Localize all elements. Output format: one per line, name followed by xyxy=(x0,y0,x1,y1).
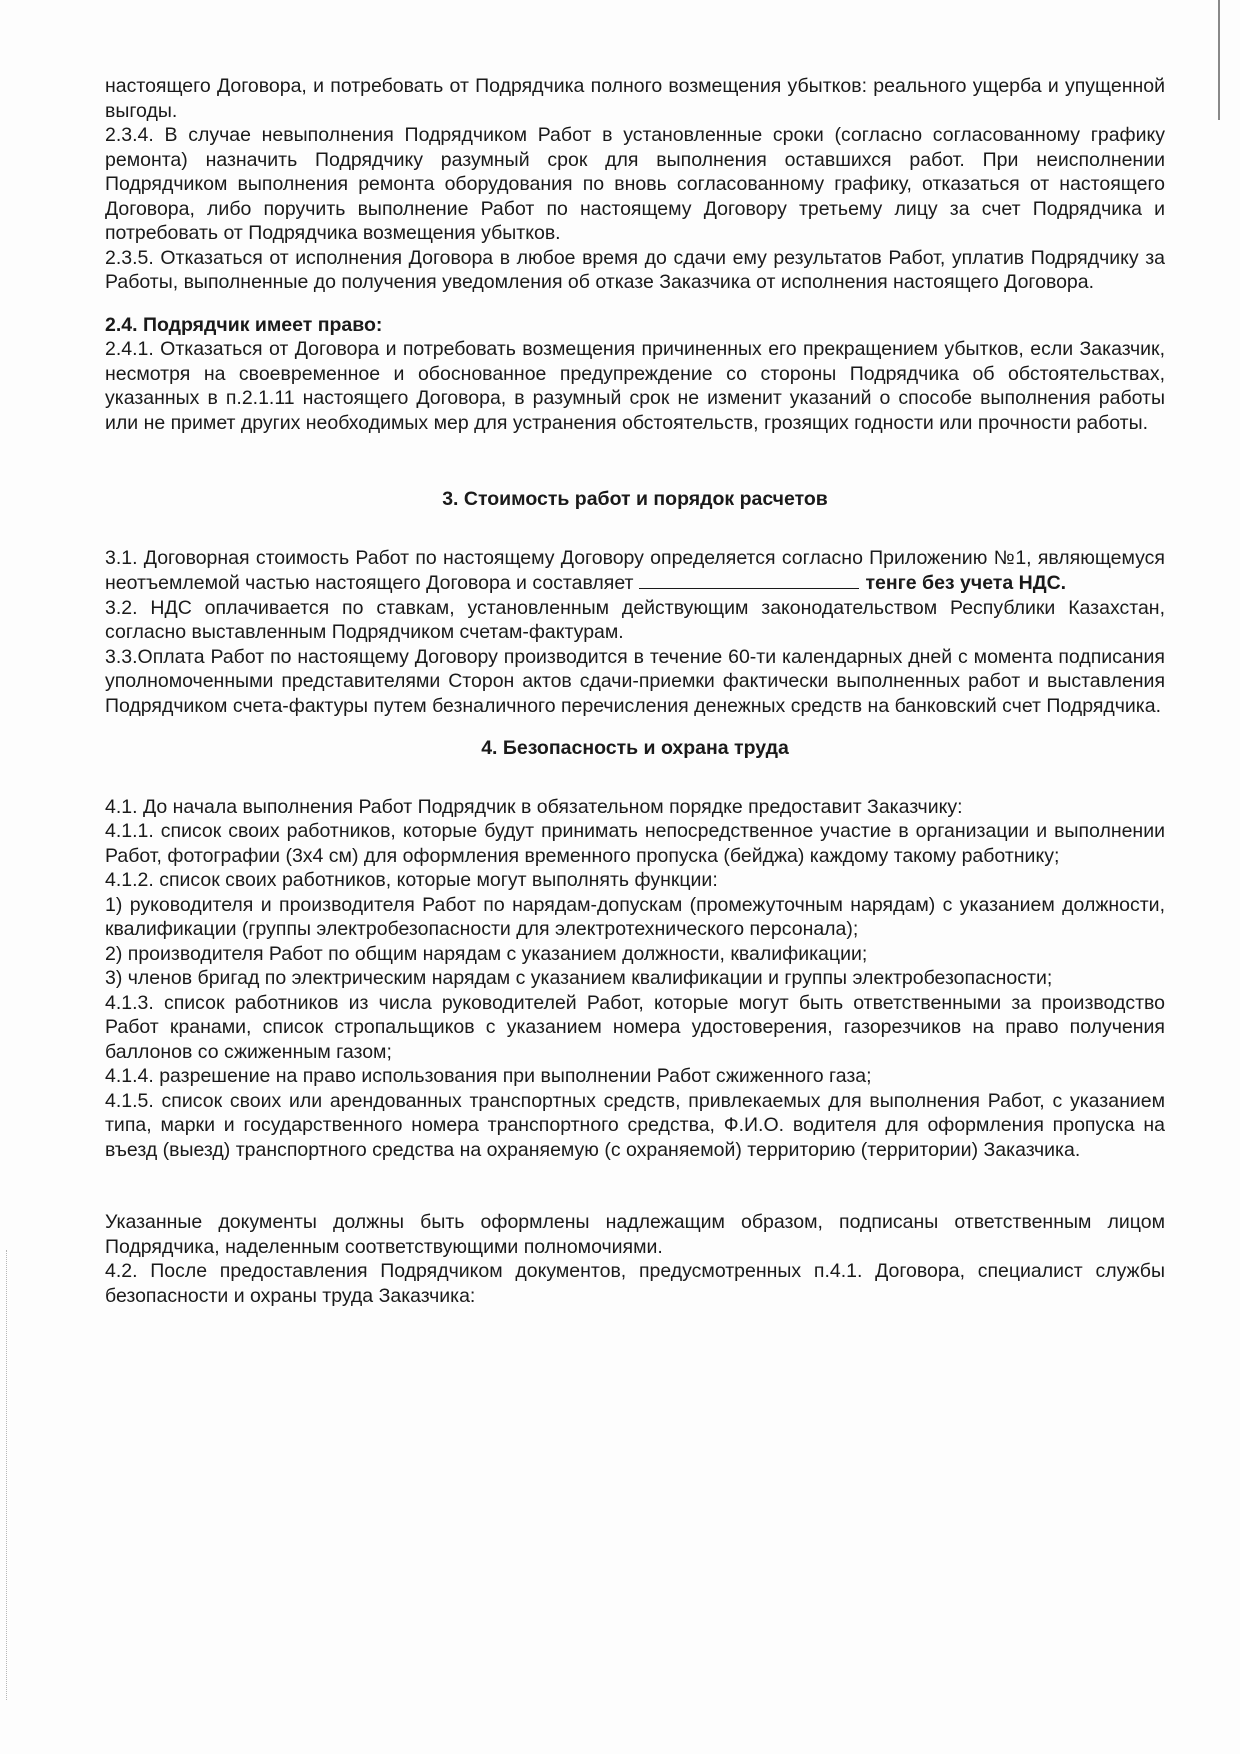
amount-blank-line xyxy=(639,570,859,589)
paragraph-3-1-text: 3.1. Договорная стоимость Работ по настоящему Договору определяется согласно Приложению №1, являющемуся неотъемлемой частью настоящего Договора и составляет xyxy=(105,546,1165,594)
section-2-4-heading: 2.4. Подрядчик имеет право: xyxy=(105,313,383,336)
paragraph-4-1-5: 4.1.5. список своих или арендованных транспортных средств, привлекаемых для выполнения Работ, с указанием типа, марки и государственного номера транспортного средства, Ф.И.О. водителя для оформления пропуска на въезд (выезд) транспортного средства на охраняемую (с охраняемой) территорию (территории) Заказчика. xyxy=(105,1089,1165,1161)
paragraph-4-1-2: 4.1.2. список своих работников, которые могут выполнять функции: xyxy=(105,869,718,891)
list-item-3: 3) членов бригад по электрическим нарядам с указанием квалификации и группы электробезопасности; xyxy=(105,967,1053,989)
paragraph-4-1-1: 4.1.1. список своих работников, которые будут принимать непосредственное участие в организации и выполнении Работ, фотографии (3х4 см) для оформления временного пропуска (бейджа) каждому такому работнику; xyxy=(105,820,1165,867)
paragraph-documents-note: Указанные документы должны быть оформлены надлежащим образом, подписаны ответственным лицом Подрядчика, наделенным соответствующими полномочиями. xyxy=(105,1211,1165,1258)
section-3-title: 3. Стоимость работ и порядок расчетов xyxy=(442,488,828,510)
paragraph-2-4-1: 2.4.1. Отказаться от Договора и потребовать возмещения причиненных его прекращением убытков, если Заказчик, несмотря на своевременное и обоснованное предупреждение со стороны Подрядчика об обстоятельствах, указанных в п.2.1.11 настоящего Договора, в разумный срок не изменит указаний о способе выполнения работы или не примет других необходимых мер для устранения обстоятельств, грозящих годности или прочности работы. xyxy=(105,338,1165,434)
scan-edge-mark xyxy=(1218,0,1220,120)
paragraph-3-1 xyxy=(105,546,1165,596)
paragraph-4-1-4: 4.1.4. разрешение на право использования при выполнении Работ сжиженного газа; xyxy=(105,1065,872,1087)
paragraph-3-1-bold: тенге без учета НДС. xyxy=(865,572,1067,594)
list-item-2: 2) производителя Работ по общим нарядам с указанием должности, квалификации; xyxy=(105,942,868,965)
paragraph-2-3-4: 2.3.4. В случае невыполнения Подрядчиком Работ в установленные сроки (согласно согласованному графику ремонта) назначить Подрядчику разумный срок для выполнения оставшихся работ. При неисполнении Подрядчиком выполнения ремонта оборудования по вновь согласованному графику, отказаться от настоящего Договора, либо поручить выполнение Работ по настоящему Договору третьему лицу за счет Подрядчика и потребовать от Подрядчика возмещения убытков. xyxy=(105,124,1165,244)
paragraph-3-3: 3.3.Оплата Работ по настоящему Договору производится в течение 60-ти календарных дней с момента подписания уполномоченными представителями Сторон актов сдачи-приемки фактически выполненных работ и выставления Подрядчиком счета-фактуры путем безналичного перечисления денежных средств на банковский счет Подрядчика. xyxy=(105,645,1165,717)
section-4-title: 4. Безопасность и охрана труда xyxy=(481,737,789,759)
paragraph-4-1: 4.1. До начала выполнения Работ Подрядчик в обязательном порядке предоставит Заказчику: xyxy=(105,795,963,818)
paragraph-3-2: 3.2. НДС оплачивается по ставкам, установленным действующим законодательством Республики Казахстан, согласно выставленным Подрядчиком счетам-фактурам. xyxy=(105,596,1165,643)
paragraph-4-1-3: 4.1.3. список работников из числа руководителей Работ, которые могут быть ответственными за производство Работ кранами, список стропальщиков с указанием номера удостоверения, газорезчиков на право получения баллонов со сжиженным газом; xyxy=(105,991,1165,1063)
paragraph-2-3-3-end: настоящего Договора, и потребовать от Подрядчика полного возмещения убытков: реального ущерба и упущенной выгоды. xyxy=(105,75,1165,122)
paragraph-4-2: 4.2. После предоставления Подрядчиком документов, предусмотренных п.4.1. Договора, специалист службы безопасности и охраны труда Заказчика: xyxy=(105,1260,1165,1307)
list-item-1: 1) руководителя и производителя Работ по нарядам-допускам (промежуточным нарядам) с указанием должности, квалификации (группы электробезопасности для электротехнического персонала); xyxy=(105,893,1165,940)
document-body xyxy=(105,74,1165,1308)
paragraph-2-3-5: 2.3.5. Отказаться от исполнения Договора в любое время до сдачи ему результатов Работ, уплатив Подрядчику за Работы, выполненные до получения уведомления об отказе Заказчика от исполнения настоящего Договора. xyxy=(105,246,1165,293)
scan-margin-marks xyxy=(6,1250,9,1700)
